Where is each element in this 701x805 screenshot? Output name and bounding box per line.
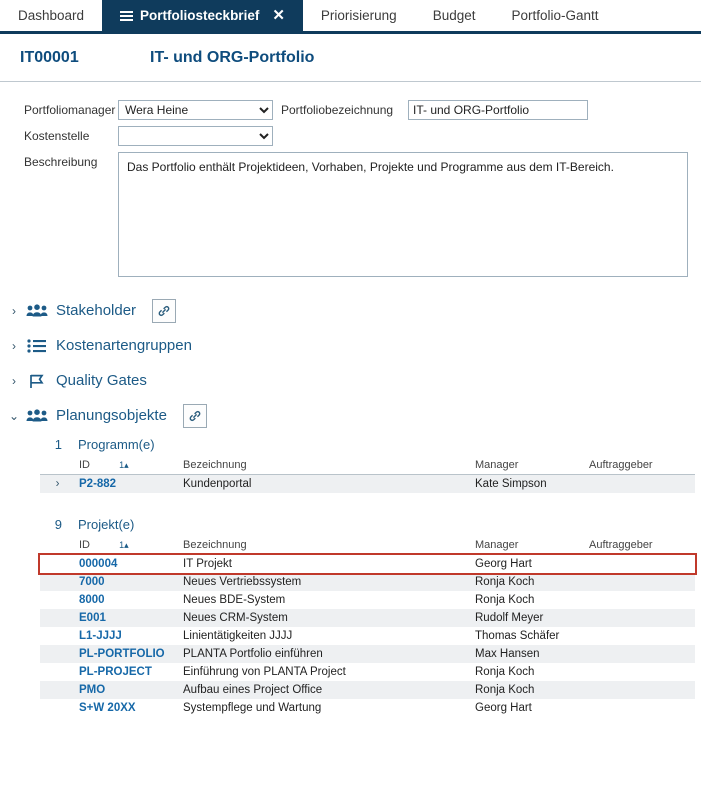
description-textarea[interactable] [118,152,688,277]
section-stakeholder[interactable] [0,293,701,328]
row-auftraggeber [585,627,695,645]
row-manager: Rudolf Meyer [471,609,585,627]
row-bezeichnung: IT Projekt [183,558,232,570]
section-kostenartengruppen[interactable] [0,328,701,363]
section-list [0,293,701,433]
menu-icon[interactable] [120,11,133,21]
row-id[interactable]: 000004 [79,558,118,570]
row-auftraggeber [585,475,695,494]
column-header-auftraggeber[interactable]: Auftraggeber [585,538,695,555]
group-header [40,517,701,532]
table-row[interactable] [40,663,695,681]
row-manager: Georg Hart [475,558,532,570]
tab-budget[interactable] [415,0,494,31]
row-id[interactable]: S+W 20XX [79,702,136,714]
section-planungsobjekte[interactable] [0,398,701,433]
row-expand-icon[interactable]: › [40,475,75,494]
row-expand-placeholder [40,609,75,627]
row-expand-placeholder [40,555,75,574]
row-bezeichnung: Linientätigkeiten JJJJ [183,630,293,642]
row-manager: Thomas Schäfer [475,630,560,642]
row-auftraggeber [585,645,695,663]
manager-select[interactable] [118,100,273,120]
row-manager: Ronja Koch [475,594,535,606]
row-id[interactable]: E001 [75,609,179,627]
row-manager: Georg Hart [475,702,532,714]
tab-bar [0,0,701,34]
row-id[interactable]: 7000 [75,573,179,591]
row-bezeichnung: Neues CRM-System [179,609,471,627]
manager-label: Portfoliomanager [24,103,116,117]
form-row-costcenter [0,126,701,146]
tab-label: Budget [432,8,476,23]
row-bezeichnung: Aufbau eines Project Office [179,681,471,699]
expand-column-header [40,458,75,475]
tab-portfoliosteckbrief[interactable] [102,0,303,31]
close-icon[interactable]: ✕ [272,7,285,24]
row-expand-placeholder [40,627,75,645]
row-manager: Ronja Koch [475,666,535,678]
group-spacer [0,493,701,513]
chevron-right-icon[interactable]: › [12,338,16,353]
column-header-id[interactable] [75,538,179,555]
people-icon [24,406,50,426]
column-label: ID [79,539,90,551]
link-button[interactable] [183,404,207,428]
row-auftraggeber [585,699,695,717]
tab-label: Portfolio-Gantt [511,8,599,23]
projekte-table [40,538,695,717]
expand-column-header [40,538,75,555]
group-count: 9 [54,517,62,532]
table-row[interactable] [40,681,695,699]
section-title: Kostenartengruppen [56,337,192,354]
row-bezeichnung: Systempflege und Wartung [183,702,322,714]
row-auftraggeber [585,681,695,699]
group-projekte [40,517,701,717]
portfolio-form [0,82,701,283]
table-header-row [40,538,695,555]
section-title: Quality Gates [56,372,147,389]
programme-table [40,458,695,493]
section-quality-gates[interactable] [0,363,701,398]
row-manager: Ronja Koch [471,573,585,591]
row-id[interactable]: PL-PROJECT [79,666,152,678]
row-id[interactable]: 8000 [79,594,105,606]
row-bezeichnung: Einführung von PLANTA Project [183,666,346,678]
page-title: IT- und ORG-Portfolio [150,48,315,66]
row-id[interactable]: P2-882 [75,475,179,494]
row-expand-placeholder [40,591,75,609]
table-header-row [40,458,695,475]
row-bezeichnung: PLANTA Portfolio einführen [179,645,471,663]
tab-label: Portfoliosteckbrief [140,8,260,23]
row-bezeichnung: Neues BDE-System [183,594,286,606]
row-auftraggeber [585,555,695,574]
table-row[interactable] [40,699,695,717]
group-label: Projekt(e) [78,517,135,532]
description-label: Beschreibung [24,155,98,169]
row-expand-placeholder [40,699,75,717]
sort-ascending-icon: 1▴ [119,540,129,550]
tab-label: Dashboard [18,8,85,23]
row-auftraggeber [585,609,695,627]
flag-icon [24,371,50,391]
row-id[interactable]: PL-PORTFOLIO [75,645,179,663]
table-row[interactable] [40,645,695,663]
row-expand-placeholder [40,573,75,591]
table-row[interactable] [40,609,695,627]
row-expand-placeholder [40,681,75,699]
list-icon [24,336,50,356]
column-header-auftraggeber[interactable]: Auftraggeber [585,458,695,475]
row-manager: Ronja Koch [471,681,585,699]
group-label: Programm(e) [78,437,155,452]
costcenter-select[interactable] [118,126,273,146]
group-header [40,437,701,452]
tab-dashboard[interactable] [0,0,102,31]
people-icon [24,301,50,321]
form-row-manager [0,100,701,120]
designation-input[interactable] [408,100,588,120]
portfolio-id: IT00001 [20,48,79,66]
column-header-bezeichnung[interactable]: Bezeichnung [179,538,471,555]
group-count: 1 [54,437,62,452]
row-manager: Max Hansen [471,645,585,663]
row-bezeichnung: Neues Vertriebssystem [179,573,471,591]
row-expand-placeholder [40,663,75,681]
row-id[interactable]: L1-JJJJ [79,630,122,642]
form-row-description [0,152,701,277]
table-row-selected[interactable] [40,555,695,574]
column-header-bezeichnung[interactable]: Bezeichnung [179,458,471,475]
table-row[interactable] [40,591,695,609]
chevron-right-icon[interactable]: › [12,303,16,318]
row-manager: Kate Simpson [471,475,585,494]
page-header [0,34,701,82]
designation-label: Portfoliobezeichnung [281,103,394,117]
group-programme [40,437,701,493]
section-title: Stakeholder [56,302,137,319]
column-header-manager[interactable]: Manager [471,538,585,555]
sort-ascending-icon: 1▴ [119,460,129,470]
section-title: Planungsobjekte [56,407,167,424]
tab-label: Priorisierung [320,8,397,23]
tab-portfolio-gantt[interactable] [493,0,616,31]
table-row[interactable] [40,627,695,645]
row-auftraggeber [585,573,695,591]
column-header-id[interactable] [75,458,179,475]
row-auftraggeber [585,591,695,609]
tab-priorisierung[interactable] [303,0,415,31]
row-id[interactable]: PMO [75,681,179,699]
chevron-down-icon[interactable]: ⌄ [8,408,20,423]
column-label: ID [79,459,90,471]
row-expand-placeholder [40,645,75,663]
table-row[interactable] [40,573,695,591]
costcenter-label: Kostenstelle [24,129,90,143]
chevron-right-icon[interactable]: › [12,373,16,388]
row-bezeichnung: Kundenportal [179,475,471,494]
column-header-manager[interactable]: Manager [471,458,585,475]
row-auftraggeber [585,663,695,681]
link-button[interactable] [152,299,176,323]
table-row[interactable] [40,475,695,494]
